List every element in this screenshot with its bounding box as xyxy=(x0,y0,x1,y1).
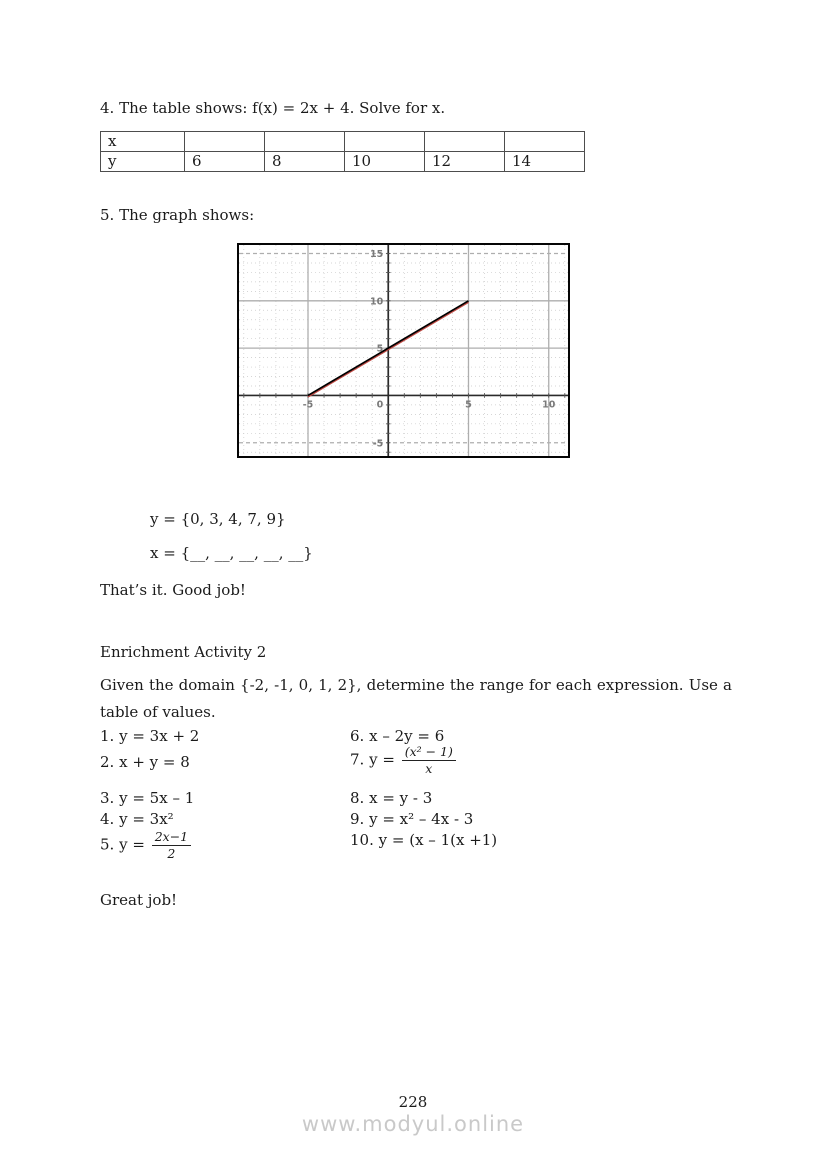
graph xyxy=(237,243,570,458)
closing-message-2: Great job! xyxy=(100,891,178,909)
exercise-3-number: 3. xyxy=(100,789,115,807)
cell-x-2 xyxy=(265,132,345,152)
x-tick-label: 0 xyxy=(376,399,384,411)
exercise-1-number: 1. xyxy=(100,727,115,745)
exercise-5-expression: y = xyxy=(119,835,145,854)
cell-x-5 xyxy=(505,132,585,152)
activity-instructions: Given the domain {-2, -1, 0, 1, 2}, determine the range for each expression. Use a table of values. xyxy=(100,676,732,721)
exercise-7 xyxy=(350,745,650,788)
exercise-9-number: 9. xyxy=(350,810,365,828)
cell-y-1: 6 xyxy=(185,152,265,172)
watermark: www.modyul.online xyxy=(301,1112,525,1136)
closing-message-1: That’s it. Good job! xyxy=(100,581,246,599)
exercise-9 xyxy=(350,809,650,830)
exercise-4 xyxy=(100,809,350,830)
cell-x-3 xyxy=(345,132,425,152)
exercise-5 xyxy=(100,830,350,861)
exercise-3 xyxy=(100,788,350,809)
exercise-10-number: 10. xyxy=(350,831,374,849)
page-number: 228 xyxy=(398,1093,428,1111)
exercise-10 xyxy=(350,830,650,861)
set-x: x = {__, __, __, __, __} xyxy=(150,544,313,562)
exercise-7-expression: y = xyxy=(369,750,395,769)
exercise-5-number: 5. xyxy=(100,835,115,854)
exercise-6-expression: x – 2y = 6 xyxy=(369,727,445,745)
fraction-denominator: x xyxy=(425,760,433,776)
y-tick-label: 5 xyxy=(376,343,384,355)
exercise-7-fraction xyxy=(402,745,456,776)
table-row-y xyxy=(101,152,585,172)
graph-svg xyxy=(239,245,568,456)
exercise-1 xyxy=(100,726,350,752)
x-tick-label: 10 xyxy=(542,399,556,411)
exercise-list xyxy=(100,726,650,861)
fraction-numerator: (x² − 1) xyxy=(402,745,456,761)
exercise-8 xyxy=(350,788,650,809)
activity-title: Enrichment Activity 2 xyxy=(100,643,267,661)
exercise-2-expression: x + y = 8 xyxy=(119,753,190,771)
fraction-numerator: 2x−1 xyxy=(152,830,191,846)
exercise-8-expression: x = y - 3 xyxy=(369,789,433,807)
question-5: 5. The graph shows: xyxy=(100,206,255,224)
exercise-9-expression: y = x² – 4x - 3 xyxy=(369,810,474,828)
x-tick-label: 5 xyxy=(465,399,472,411)
exercise-4-number: 4. xyxy=(100,810,115,828)
cell-x-4 xyxy=(425,132,505,152)
exercise-8-number: 8. xyxy=(350,789,365,807)
values-table xyxy=(100,131,585,172)
exercise-7-number: 7. xyxy=(350,750,365,769)
table-row-x xyxy=(101,132,585,152)
exercise-6-number: 6. xyxy=(350,727,365,745)
cell-y-3: 10 xyxy=(345,152,425,172)
row-header-y: y xyxy=(101,152,185,172)
cell-y-2: 8 xyxy=(265,152,345,172)
exercise-2 xyxy=(100,752,350,788)
cell-y-5: 14 xyxy=(505,152,585,172)
exercise-1-expression: y = 3x + 2 xyxy=(119,727,200,745)
exercise-4-expression: y = 3x² xyxy=(119,810,174,828)
cell-x-1 xyxy=(185,132,265,152)
x-tick-label: -5 xyxy=(302,399,314,411)
y-tick-label: 10 xyxy=(370,296,384,308)
cell-y-4: 12 xyxy=(425,152,505,172)
set-y: y = {0, 3, 4, 7, 9} xyxy=(150,510,286,528)
question-4: 4. The table shows: f(x) = 2x + 4. Solve for x. xyxy=(100,99,446,117)
exercise-2-number: 2. xyxy=(100,753,115,771)
row-header-x: x xyxy=(101,132,185,152)
exercise-10-expression: y = (x – 1(x +1) xyxy=(378,831,498,849)
exercise-3-expression: y = 5x – 1 xyxy=(119,789,195,807)
y-tick-label: 15 xyxy=(370,249,384,261)
y-tick-label: -5 xyxy=(372,438,384,450)
exercise-5-fraction xyxy=(152,830,191,861)
fraction-denominator: 2 xyxy=(167,845,176,861)
